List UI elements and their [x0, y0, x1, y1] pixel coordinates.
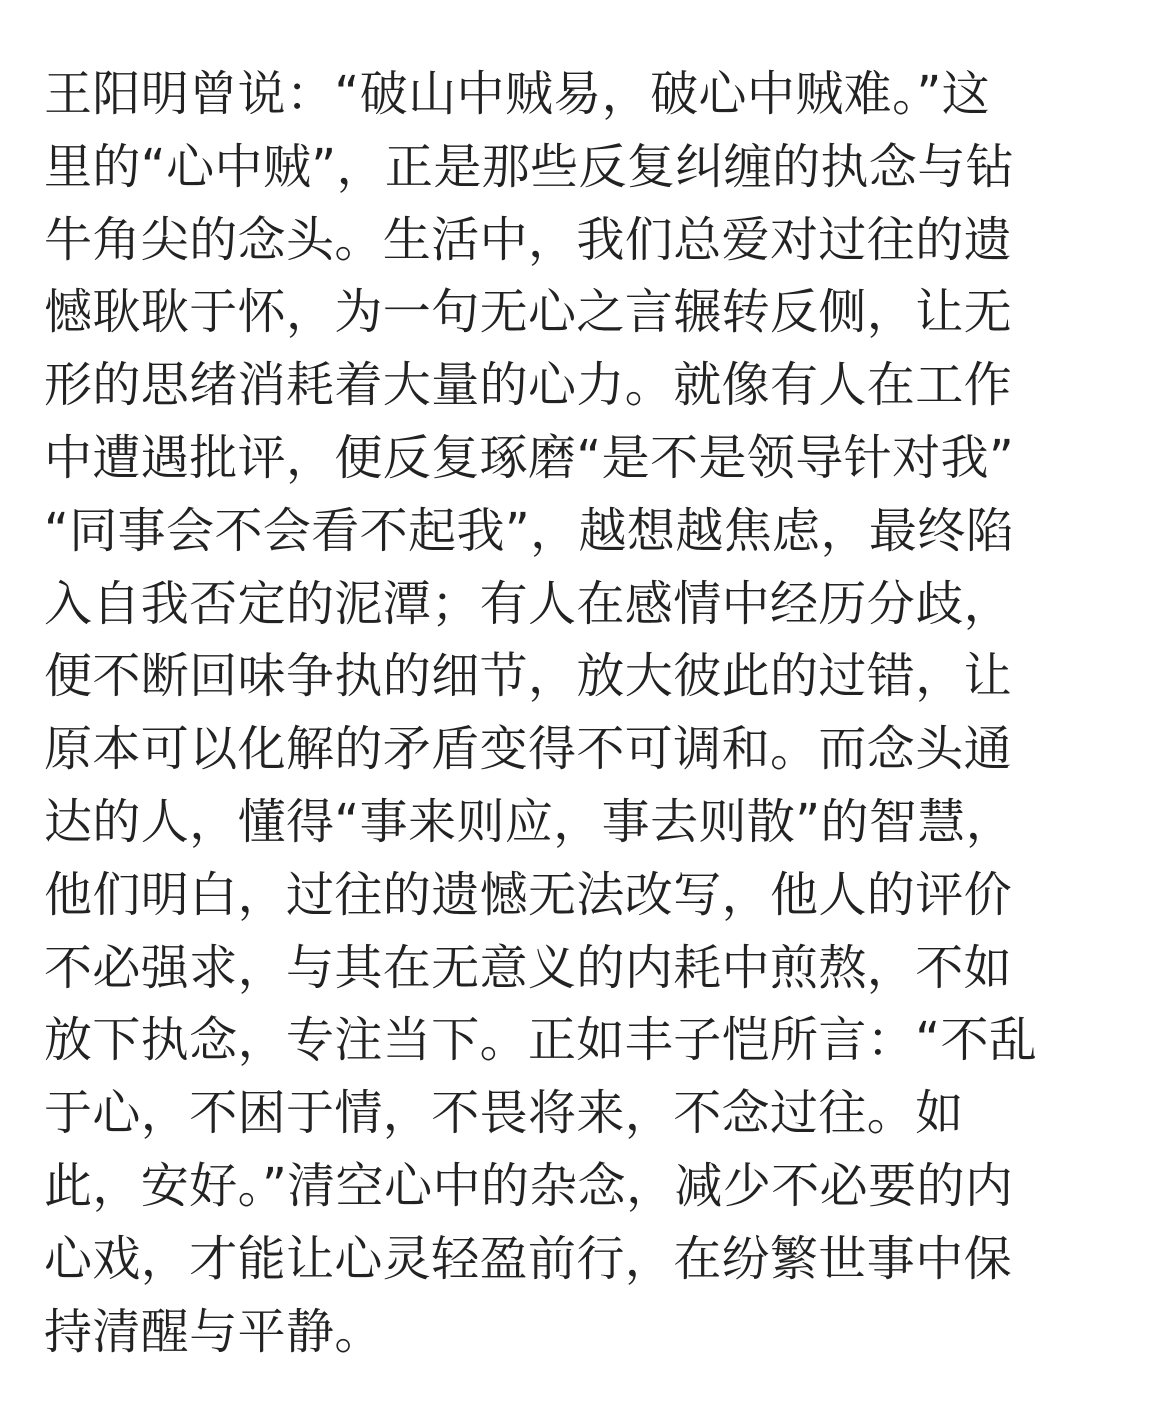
text-line-14: 放下执念，专注当下。正如丰子恺所言：“不乱 [44, 1012, 1038, 1069]
text-line-12: 他们明白，过往的遗憾无法改写，他人的评价 [44, 866, 1013, 923]
text-line-10: 原本可以化解的矛盾变得不可调和。而念头通 [44, 721, 1013, 778]
text-line-13: 不必强求，与其在无意义的内耗中煎熬，不如 [44, 939, 1013, 996]
text-line-15: 于心，不困于情，不畏将来，不念过往。如 [44, 1085, 964, 1142]
text-line-16: 此，安好。”清空心中的杂念，减少不必要的内 [44, 1157, 1014, 1214]
post-body-text [44, 58, 1134, 1368]
text-line-17: 心戏，才能让心灵轻盈前行，在纷繁世事中保 [44, 1230, 1013, 1287]
text-line-2: 里的“心中贼”，正是那些反复纠缠的执念与钻 [44, 138, 1015, 195]
text-line-4: 憾耿耿于怀，为一句无心之言辗转反侧，让无 [44, 284, 1013, 341]
text-line-5: 形的思绪消耗着大量的心力。就像有人在工作 [44, 357, 1013, 414]
text-line-11: 达的人，懂得“事来则应，事去则散”的智慧， [44, 793, 1015, 850]
text-line-8: 入自我否定的泥潭；有人在感情中经历分歧， [44, 575, 1013, 632]
text-line-1: 王阳明曾说：“破山中贼易，破心中贼难。”这 [44, 66, 991, 122]
text-line-3: 牛角尖的念头。生活中，我们总爱对过往的遗 [44, 211, 1013, 268]
text-line-6: 中遭遇批评，便反复琢磨“是不是领导针对我” [44, 429, 1015, 486]
text-line-7: “同事会不会看不起我”，越想越焦虑，最终陷 [44, 502, 1015, 559]
text-line-9: 便不断回味争执的细节，放大彼此的过错，让 [44, 648, 1013, 705]
text-line-18: 持清醒与平静。 [44, 1303, 383, 1360]
